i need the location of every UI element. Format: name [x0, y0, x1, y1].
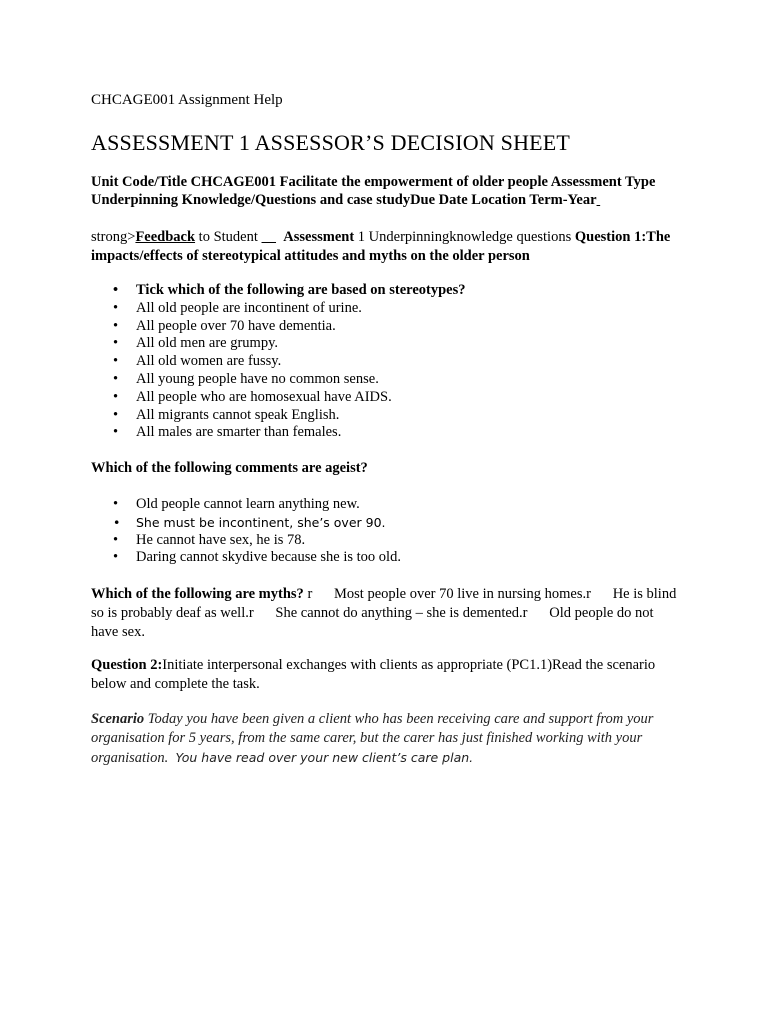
list-item: • All people who are homosexual have AIDS.: [91, 389, 681, 407]
list-item: • He cannot have sex, he is 78.: [91, 532, 681, 550]
stereotypes-list: [91, 282, 681, 442]
to-student-text: to Student: [195, 229, 262, 245]
assessment-rest: 1 Underpinningknowledge questions: [354, 229, 575, 245]
ageist-list: [91, 496, 681, 567]
unit-blank: [597, 192, 601, 208]
student-blank: [262, 229, 277, 245]
question-2: [91, 656, 681, 694]
myths-text: r Most people over 70 live in nursing homes.r He is blind so is probably deaf as well.r She cannot do anything – she is demented.r Old people do not have sex.: [91, 586, 680, 640]
list-item: • All migrants cannot speak English.: [91, 407, 681, 425]
site-title: CHCAGE001 Assignment Help: [91, 92, 283, 108]
feedback-prefix: strong>: [91, 229, 136, 245]
assessment-word: Assessment: [283, 229, 355, 245]
unit-code-title: [91, 173, 681, 209]
list-item: • All old men are grumpy.: [91, 335, 681, 353]
question-2-text: Initiate interpersonal exchanges with clients as appropriate (PC1.1)Read the scenario below and complete the task.: [91, 657, 656, 692]
list-item: • All males are smarter than females.: [91, 424, 681, 442]
myths-question: Which of the following are myths?: [91, 586, 304, 602]
ageist-question: Which of the following comments are ageist?: [91, 460, 368, 476]
scenario-label: Scenario: [91, 711, 145, 727]
feedback-section: [91, 228, 681, 266]
list-item: • Daring cannot skydive because she is too old.: [91, 549, 681, 567]
scenario-section: [91, 710, 681, 768]
feedback-word: Feedback: [135, 229, 196, 245]
list-item: • All people over 70 have dementia.: [91, 318, 681, 336]
scenario-tail: You have read over your new client’s care plan.: [175, 750, 474, 765]
page-title: ASSESSMENT 1 ASSESSOR’S DECISION SHEET: [91, 130, 571, 155]
list-item: • All young people have no common sense.: [91, 371, 681, 389]
question-2-label: Question 2:: [91, 657, 163, 673]
list-item: • All old women are fussy.: [91, 353, 681, 371]
scenario-text: Today you have been given a client who has been receiving care and support from your organisation for 5 years, from the same carer, but the carer has just finished working with your organisation.: [91, 711, 658, 766]
myths-section: [91, 585, 681, 642]
list-item: • Tick which of the following are based on stereotypes?: [91, 282, 681, 300]
question-1-heading: Question 1:The impacts/effects of stereotypical attitudes and myths on the older person: [91, 229, 671, 264]
list-item: • Old people cannot learn anything new.: [91, 496, 681, 514]
list-item: • She must be incontinent, she’s over 90.: [91, 514, 681, 532]
unit-info-text: Unit Code/Title CHCAGE001 Facilitate the empowerment of older people Assessment Type Underpinning Knowledge/Questions and case studyDue Date Location Term-Year: [91, 174, 656, 208]
list-item: • All old people are incontinent of urine.: [91, 300, 681, 318]
